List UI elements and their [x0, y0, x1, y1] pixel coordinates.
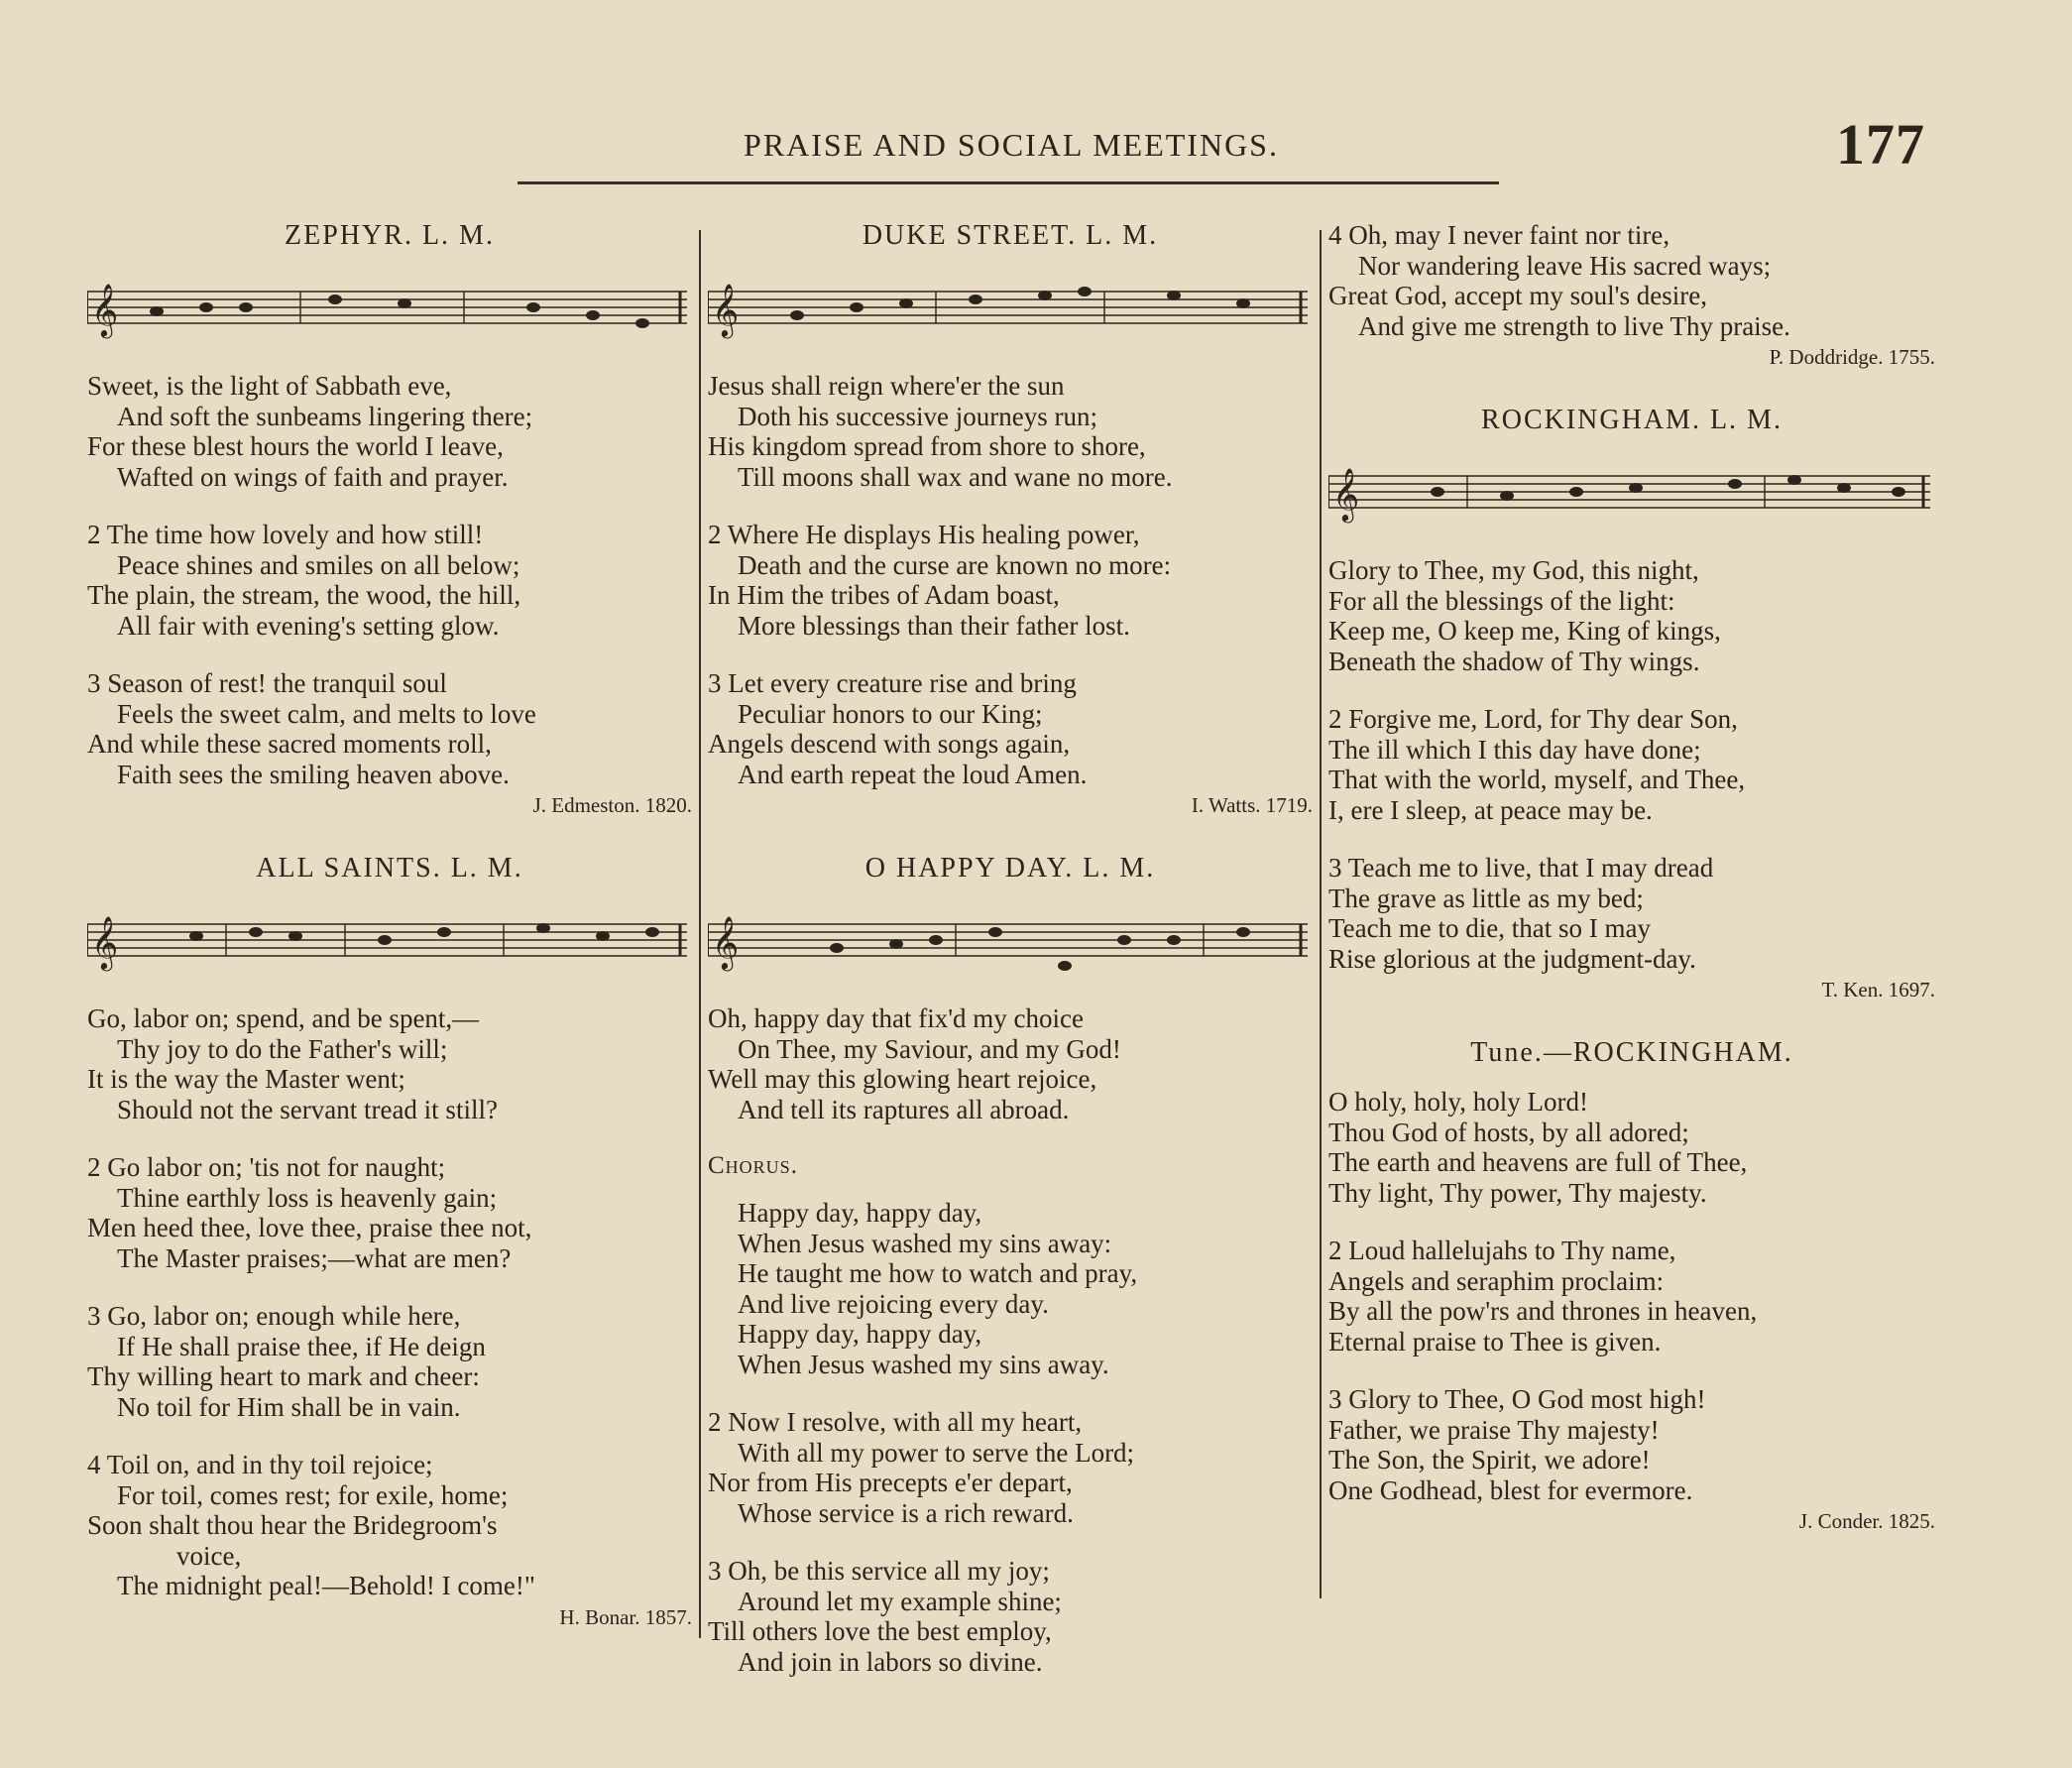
stanza-3 [1328, 853, 1935, 974]
verse-line: Father, we praise Thy majesty! [1328, 1414, 1660, 1445]
verse-line: Wafted on wings of faith and prayer. [117, 461, 509, 492]
verse-line: Doth his successive journeys run; [738, 401, 1097, 431]
verse-line: Men heed thee, love thee, praise thee not, [87, 1213, 532, 1242]
verse-line: Till others love the best employ, [708, 1616, 1052, 1646]
verse-line: The midnight peal!—Behold! I come!" [117, 1571, 535, 1600]
column-3 [1328, 220, 1935, 1569]
verse-line: Nor from His precepts e'er depart, [708, 1468, 1073, 1497]
chorus-label: Chorus. [708, 1152, 798, 1179]
verse-line: 3 Oh, be this service all my joy; [708, 1556, 1050, 1586]
hymn-title-rockingham: ROCKINGHAM. L. M. [1481, 405, 1783, 435]
verse-line: And soft the sunbeams lingering there; [117, 401, 533, 431]
stanza-1 [1328, 555, 1935, 676]
svg-text:𝄞: 𝄞 [91, 917, 119, 968]
attribution: I. Watts. 1719. [1191, 793, 1313, 817]
stanza-2 [708, 1407, 1313, 1528]
column-divider-left [699, 230, 701, 1638]
verse-line: Till moons shall wax and wane no more. [738, 461, 1173, 492]
verse-line: And give me strength to live Thy praise. [1358, 310, 1790, 341]
stanza-2 [708, 520, 1313, 641]
verse-line: Faith sees the smiling heaven above. [117, 759, 510, 789]
verse-line: Whose service is a rich reward. [738, 1497, 1074, 1528]
stanza-3 [708, 668, 1313, 789]
verse-line: Thy joy to do the Father's will; [117, 1033, 448, 1064]
verse-line: Happy day, happy day, [738, 1319, 982, 1349]
music-staff-rockingham [1328, 448, 1935, 547]
verse-line: If He shall praise thee, if He deign [117, 1331, 486, 1361]
hymn-title-zephyr: ZEPHYR. L. M. [285, 220, 495, 251]
verse-line: 2 Go labor on; 'tis not for naught; [87, 1152, 446, 1182]
verse-line: All fair with evening's setting glow. [117, 610, 500, 641]
svg-text:𝄞: 𝄞 [91, 285, 119, 335]
verse-line: And earth repeat the loud Amen. [738, 759, 1088, 789]
attribution: J. Conder. 1825. [1798, 1509, 1935, 1533]
hymn-title-all-saints: ALL SAINTS. L. M. [256, 853, 523, 884]
attribution: J. Edmeston. 1820. [532, 793, 692, 817]
verse-line: One Godhead, blest for evermore. [1328, 1474, 1693, 1505]
verse-line: Well may this glowing heart rejoice, [708, 1064, 1097, 1094]
page-number: 177 [1836, 112, 1925, 177]
stanza-3 [87, 668, 692, 789]
music-staff-all-saints [87, 896, 692, 996]
verse-line: Thy light, Thy power, Thy majesty. [1328, 1177, 1707, 1208]
verse-line: Happy day, happy day, [738, 1198, 982, 1228]
verse-line: No toil for Him shall be in vain. [117, 1391, 461, 1422]
verse-line: And live rejoicing every day. [738, 1288, 1049, 1319]
music-staff-duke-street [708, 264, 1313, 363]
column-2 [708, 220, 1313, 1705]
hymn-tune-rockingham-text [1328, 1087, 1935, 1533]
verse-line: O holy, holy, holy Lord! [1328, 1087, 1588, 1117]
verse-line: 3 Teach me to live, that I may dread [1328, 853, 1714, 883]
verse-line: 2 Where He displays His healing power, [708, 520, 1140, 549]
verse-line: 3 Glory to Thee, O God most high! [1328, 1384, 1706, 1414]
verse-line: I, ere I sleep, at peace may be. [1328, 794, 1653, 825]
stanza-1 [87, 371, 692, 492]
verse-line: Thine earthly loss is heavenly gain; [117, 1182, 498, 1213]
svg-text:𝄞: 𝄞 [712, 285, 740, 335]
verse-line: The Master praises;—what are men? [117, 1242, 512, 1273]
hymn-o-happy-day-text [708, 1003, 1313, 1677]
verse-line: Great God, accept my soul's desire, [1328, 281, 1707, 310]
verse-line: By all the pow'rs and thrones in heaven, [1328, 1296, 1758, 1326]
chorus [708, 1198, 1313, 1379]
verse-line: Thou God of hosts, by all adored; [1328, 1117, 1689, 1147]
verse-line: Peace shines and smiles on all below; [117, 549, 520, 580]
verse-line: Rise glorious at the judgment-day. [1328, 943, 1696, 974]
verse-line: Angels and seraphim proclaim: [1328, 1265, 1665, 1296]
verse-line: Go, labor on; spend, and be spent,— [87, 1003, 480, 1033]
verse-line: The grave as little as my bed; [1328, 883, 1644, 913]
verse-line: 2 The time how lovely and how still! [87, 520, 484, 549]
hymn-title-duke-street: DUKE STREET. L. M. [862, 220, 1159, 251]
verse-line: On Thee, my Saviour, and my God! [738, 1033, 1121, 1064]
verse-line: Soon shalt thou hear the Bridegroom's [87, 1510, 498, 1540]
stanza-3 [1328, 1384, 1935, 1505]
verse-line: For these blest hours the world I leave, [87, 431, 504, 461]
column-divider-right [1320, 230, 1322, 1598]
stanza-4 [1328, 220, 1935, 341]
verse-line: Thy willing heart to mark and cheer: [87, 1361, 480, 1391]
verse-line: 3 Season of rest! the tranquil soul [87, 668, 447, 698]
verse-line: Death and the curse are known no more: [738, 549, 1172, 580]
verse-line: And tell its raptures all abroad. [738, 1094, 1070, 1124]
hymn-title-o-happy-day: O HAPPY DAY. L. M. [864, 853, 1156, 884]
stanza-3 [87, 1301, 692, 1422]
verse-line: His kingdom spread from shore to shore, [708, 431, 1146, 461]
verse-line: With all my power to serve the Lord; [738, 1437, 1135, 1468]
verse-line: More blessings than their father lost. [738, 610, 1130, 641]
hymn-duke-street-continued [1328, 220, 1935, 369]
verse-line: And while these sacred moments roll, [87, 729, 492, 759]
verse-line: Eternal praise to Thee is given. [1328, 1326, 1662, 1356]
verse-line: In Him the tribes of Adam boast, [708, 580, 1060, 610]
music-staff-zephyr [87, 264, 692, 363]
stanza-1 [708, 1003, 1313, 1124]
verse-line: Angels descend with songs again, [708, 729, 1071, 759]
svg-text:𝄞: 𝄞 [712, 917, 740, 968]
verse-line: Feels the sweet calm, and melts to love [117, 698, 536, 729]
verse-line: Oh, happy day that fix'd my choice [708, 1003, 1085, 1033]
verse-line: Jesus shall reign where'er the sun [708, 371, 1065, 401]
attribution: T. Ken. 1697. [1821, 978, 1935, 1002]
stanza-1 [87, 1003, 692, 1124]
stanza-1 [708, 371, 1313, 492]
verse-line: Peculiar honors to our King; [738, 698, 1043, 729]
stanza-2 [1328, 1236, 1935, 1356]
verse-line: The ill which I this day have done; [1328, 734, 1701, 765]
hymn-zephyr-text [87, 371, 692, 817]
verse-line: 4 Oh, may I never faint nor tire, [1328, 220, 1670, 250]
verse-line: 4 Toil on, and in thy toil rejoice; [87, 1450, 433, 1479]
stanza-1 [1328, 1087, 1935, 1208]
verse-line: Glory to Thee, my God, this night, [1328, 555, 1699, 585]
verse-line: It is the way the Master went; [87, 1064, 405, 1094]
stanza-3 [708, 1556, 1313, 1677]
verse-line: The Son, the Spirit, we adore! [1328, 1445, 1651, 1474]
verse-line: That with the world, myself, and Thee, [1328, 765, 1746, 794]
hymn-title-tune-rockingham: Tune.—ROCKINGHAM. [1470, 1037, 1793, 1068]
verse-line: Keep me, O keep me, King of kings, [1328, 616, 1721, 646]
hymn-rockingham-text [1328, 555, 1935, 1002]
verse-line: 2 Now I resolve, with all my heart, [708, 1407, 1083, 1437]
verse-line: The earth and heavens are full of Thee, [1328, 1147, 1748, 1177]
verse-line: 3 Let every creature rise and bring [708, 668, 1077, 698]
verse-line: 3 Go, labor on; enough while here, [87, 1301, 461, 1331]
verse-line: 2 Forgive me, Lord, for Thy dear Son, [1328, 704, 1738, 734]
verse-line: For all the blessings of the light: [1328, 585, 1675, 616]
verse-line: When Jesus washed my sins away: [738, 1228, 1112, 1258]
verse-line: voice, [176, 1540, 242, 1571]
verse-line: Should not the servant tread it still? [117, 1094, 498, 1124]
stanza-2 [87, 520, 692, 641]
music-staff-o-happy-day [708, 896, 1313, 996]
verse-line: When Jesus washed my sins away. [738, 1349, 1109, 1379]
verse-line: Around let my example shine; [738, 1586, 1062, 1616]
verse-line: Sweet, is the light of Sabbath eve, [87, 371, 452, 401]
column-1 [87, 220, 692, 1665]
verse-line: The plain, the stream, the wood, the hill, [87, 580, 521, 610]
attribution: P. Doddridge. 1755. [1769, 345, 1935, 369]
hymn-all-saints-text [87, 1003, 692, 1629]
verse-line: Beneath the shadow of Thy wings. [1328, 646, 1700, 676]
stanza-2 [1328, 704, 1935, 825]
svg-text:𝄞: 𝄞 [1332, 469, 1360, 520]
verse-line: For toil, comes rest; for exile, home; [117, 1479, 509, 1510]
stanza-4 [87, 1450, 692, 1601]
hymn-duke-street-text [708, 371, 1313, 817]
verse-line: Nor wandering leave His sacred ways; [1358, 250, 1772, 281]
attribution: H. Bonar. 1857. [559, 1604, 692, 1629]
running-title: PRAISE AND SOCIAL MEETINGS. [744, 127, 1279, 163]
verse-line: Teach me to die, that so I may [1328, 913, 1652, 943]
verse-line: He taught me how to watch and pray, [738, 1258, 1138, 1288]
header-rule [518, 181, 1499, 184]
stanza-2 [87, 1152, 692, 1273]
verse-line: And join in labors so divine. [738, 1646, 1043, 1677]
verse-line: 2 Loud hallelujahs to Thy name, [1328, 1236, 1676, 1265]
